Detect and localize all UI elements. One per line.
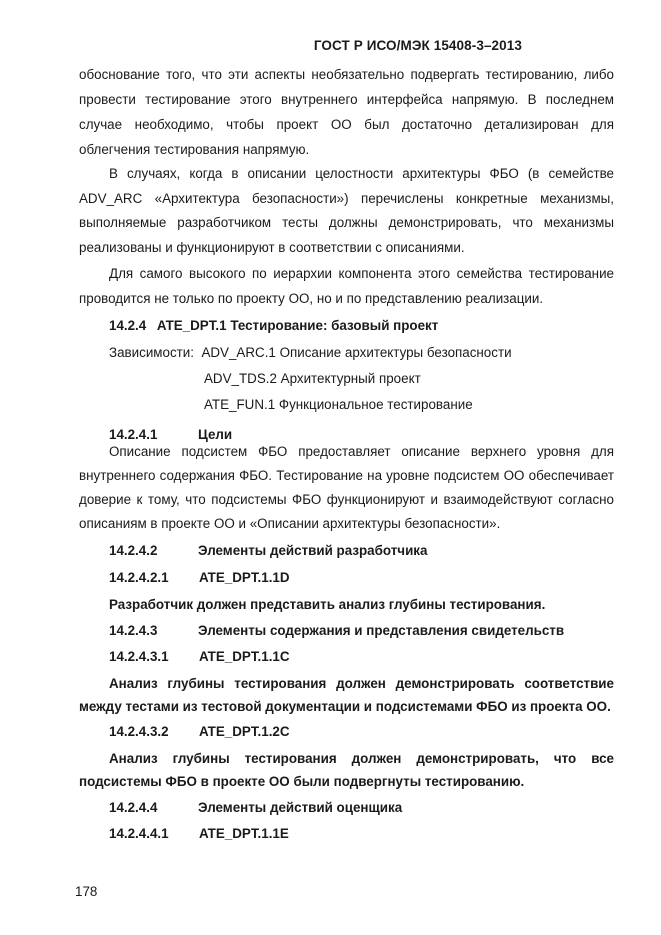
subsection-number: 14.2.4.4	[109, 800, 158, 815]
para3-line: проводится не только по проекту ОО, но и по представлению реализации.	[79, 291, 544, 306]
content-element-text: между тестами из тестовой документации и подсистемами ФБО из проекта ОО.	[79, 699, 611, 714]
subsection-number: 14.2.4.1	[109, 427, 158, 442]
para3-line: Для самого высокого по иерархии компонента этого семейства тестирование	[109, 266, 614, 281]
subsection-title: Элементы содержания и представления свидетельств	[198, 623, 565, 638]
para2-line: реализованы и функционируют в соответствии с описаниями.	[79, 240, 465, 255]
element-number: 14.2.4.3.1	[109, 649, 169, 664]
element-id: ATE_DPT.1.1C	[199, 649, 290, 664]
subsection-number: 14.2.4.3	[109, 623, 158, 638]
element-id: ATE_DPT.1.1D	[199, 570, 290, 585]
element-id: ATE_DPT.1.1E	[199, 826, 289, 841]
objectives-line: доверие к тому, что подсистемы ФБО функционируют и взаимодействуют согласно	[79, 492, 614, 507]
para1-line: случае необходимо, чтобы проект ОО был достаточно детализирован для	[79, 117, 614, 132]
dependencies-label: Зависимости:	[109, 345, 194, 360]
para1-line: облегчения тестирования напрямую.	[79, 142, 310, 157]
dependency-item: ADV_ARC.1 Описание архитектуры безопасности	[201, 345, 512, 360]
element-id: ATE_DPT.1.2C	[199, 724, 290, 739]
document-header: ГОСТ Р ИСО/МЭК 15408-3–2013	[313, 38, 522, 53]
subsection-heading	[109, 543, 644, 559]
element-heading	[109, 724, 644, 740]
page-number: 178	[75, 884, 98, 899]
subsection-number: 14.2.4.2	[109, 543, 158, 558]
section-heading	[109, 318, 644, 334]
subsection-title: Элементы действий оценщика	[198, 800, 403, 815]
objectives-line: описаниям в проекте ОО и «Описании архитектуры безопасности».	[79, 516, 501, 531]
para1-line: провести тестирование этого внутреннего интерфейса напрямую. В последнем	[79, 92, 614, 107]
subsection-title: Элементы действий разработчика	[198, 543, 428, 558]
element-number: 14.2.4.3.2	[109, 724, 169, 739]
objectives-line: внутреннего содержания ФБО. Тестирование на уровне подсистем ОО обеспечивает	[79, 468, 614, 483]
para2-line: ADV_ARC «Архитектура безопасности») перечислены конкретные механизмы,	[79, 191, 614, 206]
para2-line: В случаях, когда в описании целостности архитектуры ФБО (в семействе	[109, 166, 614, 181]
dependency-item: ADV_TDS.2 Архитектурный проект	[204, 371, 421, 386]
content-element-text: Анализ глубины тестирования должен демонстрировать соответствие	[109, 676, 614, 691]
developer-element-text: Разработчик должен представить анализ глубины тестирования.	[109, 597, 546, 612]
subsection-heading	[109, 800, 644, 816]
element-heading	[109, 649, 644, 665]
objectives-line: Описание подсистем ФБО предоставляет описание верхнего уровня для	[109, 444, 614, 459]
subsection-heading	[109, 623, 644, 639]
element-number: 14.2.4.4.1	[109, 826, 169, 841]
para1-line: обоснование того, что эти аспекты необязательно подвергать тестированию, либо	[79, 67, 614, 82]
content-element-text: подсистемы ФБО в проекте ОО были подвергнуты тестированию.	[79, 774, 525, 789]
section-number: 14.2.4	[109, 318, 147, 333]
content-element-text: Анализ глубины тестирования должен демонстрировать, что все	[109, 751, 614, 766]
section-title: ATE_DPT.1 Тестирование: базовый проект	[156, 318, 439, 333]
dependency-item: ATE_FUN.1 Функциональное тестирование	[204, 397, 473, 412]
element-heading	[109, 570, 644, 586]
dependencies-row	[109, 345, 644, 361]
para2-line: выполняемые разработчиком тесты должны демонстрировать, что механизмы	[79, 215, 614, 230]
subsection-heading	[109, 427, 644, 443]
element-number: 14.2.4.2.1	[109, 570, 169, 585]
element-heading	[109, 826, 644, 842]
subsection-title: Цели	[198, 427, 233, 442]
